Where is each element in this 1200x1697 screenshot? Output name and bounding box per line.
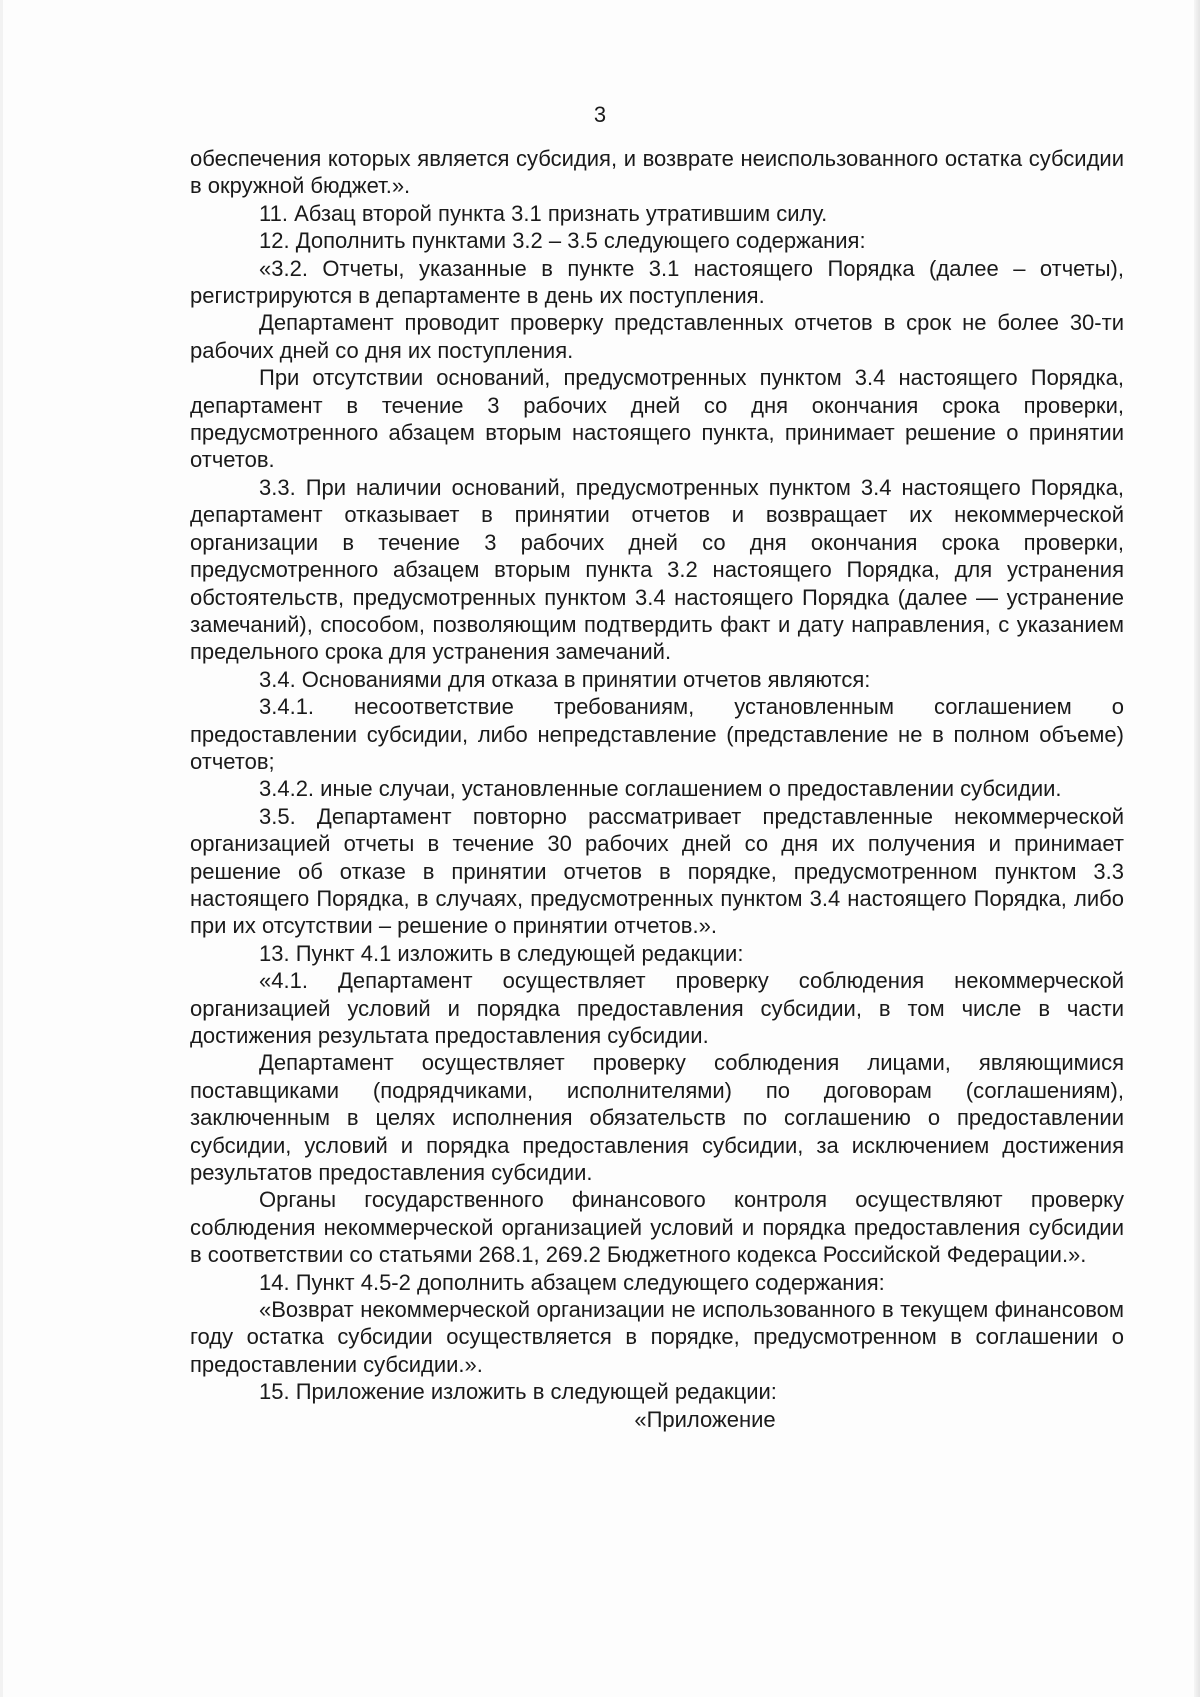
paragraph-clause-3-5: 3.5. Департамент повторно рассматривает представленные некоммерческой организацией отчеты в течение 30 рабочих дней со дня их получения и принимает решение об отказе в принятии отчетов в порядке, предусмотренном пунктом 3.3 настоящего Порядка, в случаях, предусмотренных пунктом 3.4 настоящего Порядка, либо при их отсутствии – решение о принятии отчетов.». [190, 803, 1124, 939]
paragraph-continuation: обеспечения которых является субсидия, и возврате неиспользованного остатка субсидии в окружной бюджет.». [190, 146, 1124, 199]
paragraph-clause-3-4-2: 3.4.2. иные случаи, установленные соглашением о предоставлении субсидии. [259, 776, 1062, 802]
paragraph-return-clause: «Возврат некоммерческой организации не использованного в текущем финансовом году остатка субсидии осуществляется в порядке, предусмотренном в соглашении о предоставлении субсидии.». [190, 1297, 1124, 1377]
paragraph-clause-3-4-1: 3.4.1. несоответствие требованиям, установленным соглашением о предоставлении субсидии, либо непредставление (представление не в полном объеме) отчетов; [190, 694, 1124, 774]
paragraph-item-14: 14. Пункт 4.5-2 дополнить абзацем следующего содержания: [259, 1269, 885, 1295]
paragraph-clause-3-2-decision: При отсутствии оснований, предусмотренных пунктом 3.4 настоящего Порядка, департамент в течение 3 рабочих дней со дня окончания срока проверки, предусмотренного абзацем вторым настоящего пункта, принимает решение о принятии отчетов. [190, 365, 1124, 473]
paragraph-clause-3-4: 3.4. Основаниями для отказа в принятии отчетов являются: [259, 666, 871, 692]
scan-edge-right [1194, 0, 1200, 1697]
paragraph-item-13: 13. Пункт 4.1 изложить в следующей редакции: [259, 940, 744, 966]
page-number: 3 [593, 102, 607, 127]
paragraph-clause-4-1-control: Органы государственного финансового контроля осуществляют проверку соблюдения некоммерческой организацией условий и порядка предоставления субсидии в соответствии со статьями 268.1, 269.2 Бюджетного кодекса Российской Федерации.». [190, 1187, 1124, 1268]
paragraph-clause-3-3: 3.3. При наличии оснований, предусмотренных пунктом 3.4 настоящего Порядка, департамент отказывает в принятии отчетов и возвращает их некоммерческой организации в течение 3 рабочих дней со дня окончания срока проверки, предусмотренного абзацем вторым пункта 3.2 настоящего Порядка, для устранения обстоятельств, предусмотренных пунктом 3.4 настоящего Порядка (далее — устранение замечаний), способом, позволяющим подтвердить факт и дату направления, с указанием предельного срока для устранения замечаний. [190, 474, 1124, 665]
paragraph-clause-3-2-check: Департамент проводит проверку представленных отчетов в срок не более 30-ти рабочих дней со дня их поступления. [190, 310, 1124, 363]
paragraph-item-15: 15. Приложение изложить в следующей редакции: [259, 1379, 777, 1405]
paragraph-item-11: 11. Абзац второй пункта 3.1 признать утратившим силу. [259, 200, 828, 226]
paragraph-item-12: 12. Дополнить пунктами 3.2 – 3.5 следующего содержания: [259, 228, 866, 254]
paragraph-clause-4-1-suppliers: Департамент осуществляет проверку соблюдения лицами, являющимися поставщиками (подрядчиками, исполнителями) по договорам (соглашениям), заключенным в целях исполнения обязательств по соглашению о предоставлении субсидии, условий и порядка предоставления субсидии, за исключением достижения результатов предоставления субсидии. [190, 1050, 1124, 1186]
document-body [190, 145, 1124, 1433]
appendix-heading: «Приложение [634, 1406, 776, 1432]
scan-edge-left [0, 0, 3, 1697]
paragraph-clause-3-2: «3.2. Отчеты, указанные в пункте 3.1 настоящего Порядка (далее – отчеты), регистрируются в департаменте в день их поступления. [190, 255, 1124, 309]
paragraph-clause-4-1: «4.1. Департамент осуществляет проверку соблюдения некоммерческой организацией условий и порядка предоставления субсидии, в том числе в части достижения результата предоставления субсидии. [190, 968, 1124, 1048]
